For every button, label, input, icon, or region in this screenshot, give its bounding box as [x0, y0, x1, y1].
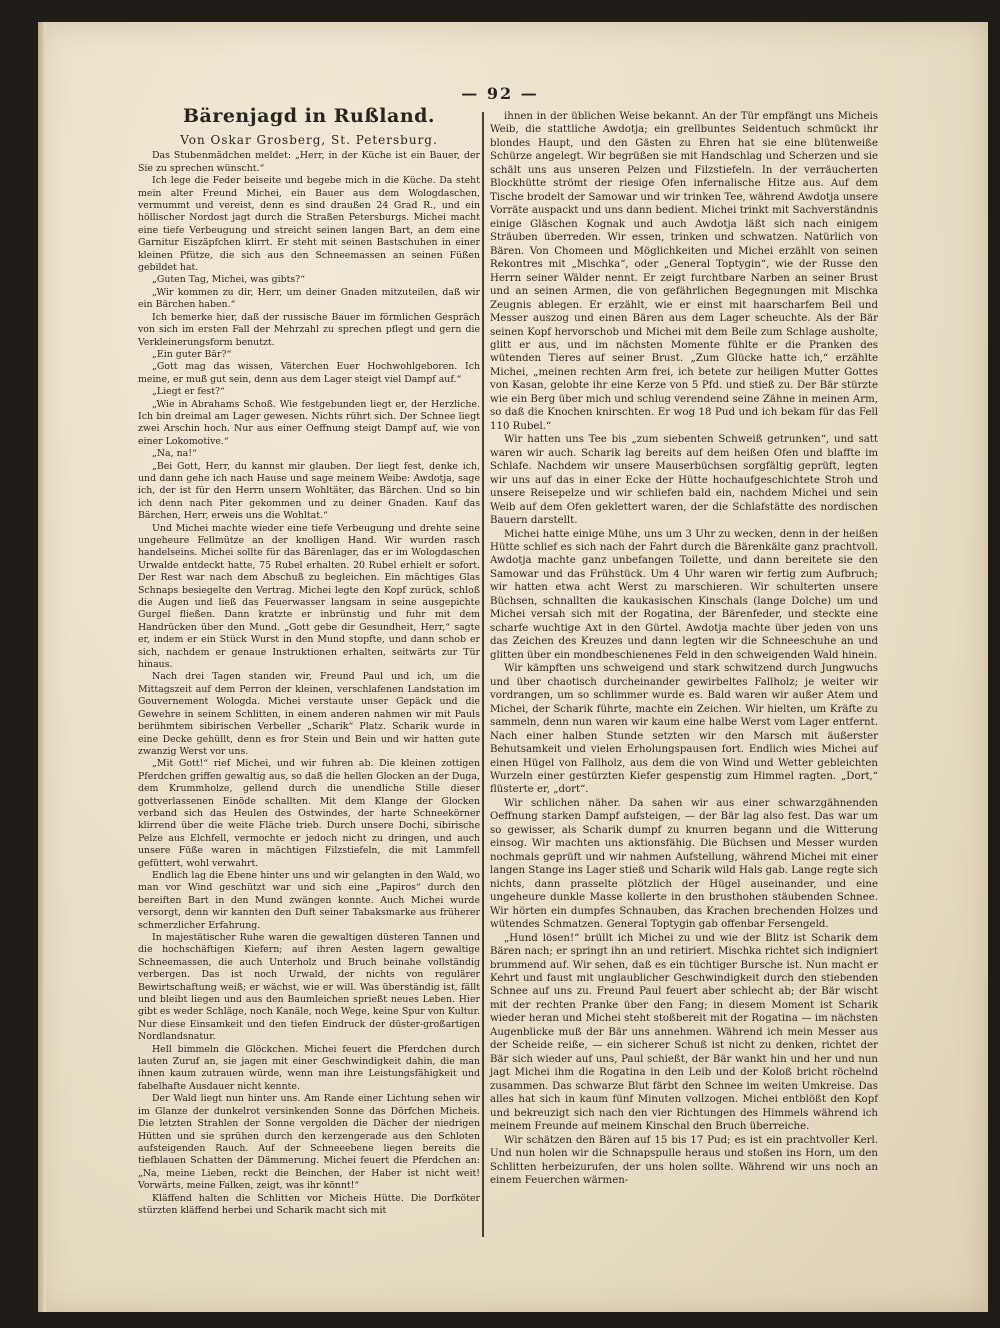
paragraph: Ich bemerke hier, daß der russische Bauer im förmlichen Gespräch von sich im ersten Fall der Mehrzahl zu sprechen pflegt und gern die Verkleinerungsform benutzt.: [138, 311, 480, 348]
page-binding-edge: [38, 22, 46, 1312]
right-column-text: [490, 110, 878, 1188]
paragraph: „Wir kommen zu dir, Herr, um deiner Gnaden mitzuteilen, daß wir ein Bärchen haben.“: [138, 286, 480, 311]
left-column-text: [138, 150, 480, 1217]
paragraph: „Liegt er fest?“: [152, 386, 225, 398]
paragraph: Das Stubenmädchen meldet: „Herr, in der Küche ist ein Bauer, der Sie zu sprechen wünscht.“: [138, 150, 480, 174]
paragraph: „Bei Gott, Herr, du kannst mir glauben. Der liegt fest, denke ich, und dann gehe ich nach Hause und sage meinem Weibe: Awdotja, sage ich, der ist für den Herrn unsern Wohltäter, das Bärchen. Und so bin ich denn nach Piter gekommen und zu deiner Gnaden. Kauf das Bärchen, Herr, erweis uns die Wohltat.“: [138, 460, 480, 522]
paragraph: Hell bimmeln die Glöckchen. Michei feuert die Pferdchen durch lauten Zuruf an, sie jagen mit einer Geschwindigkeit dahin, die man ihnen kaum zutrauen würde, wenn man ihre Leistungsfähigkeit und fabelhafte Ausdauer nicht kennte.: [138, 1043, 480, 1092]
article-title: Bärenjagd in Rußland.: [182, 105, 436, 127]
paragraph: „Na, na!“: [152, 448, 197, 460]
paragraph: Nach drei Tagen standen wir, Freund Paul und ich, um die Mittagszeit auf dem Perron der kleinen, verschlafenen Landstation im Gouvernement Wologda. Michei verstaute unser Gepäck und die Gewehre in seinem Schlitten, in einem anderen nahmen wir mit Pauls berühmtem sibirischen Verbeller „Scharik“ Platz. Scharik wurde in eine Decke gehüllt, denn es fror Stein und Bein und wir hatten gute zwanzig Werst vor uns.: [138, 671, 480, 757]
paragraph: Der Wald liegt nun hinter uns. Am Rande einer Lichtung sehen wir im Glanze der dunkelrot versinkenden Sonne das Dörfchen Micheis. Die letzten Strahlen der Sonne vergolden die Dächer der niedrigen Hütten und sie sprühen durch den kerzengerade aus den Schloten aufsteigenden Rauch. Auf der Schneeebene liegen bereits die tiefblauen Schatten der Dämmerung. Michei feuert die Pferdchen an: „Na, meine Lieben, reckt die Beinchen, der Haber ist nicht weit! Vorwärts, meine Falken, zeigt, was ihr könnt!“: [138, 1093, 480, 1192]
page-number: — 92 —: [461, 84, 539, 103]
paragraph: Endlich lag die Ebene hinter uns und wir gelangten in den Wald, wo man vor Wind geschützt war und sich eine „Papiros“ durch den bereiften Bart in den Mund zwängen konnte. Auch Michei wurde versorgt, denn wir kannten den Duft seiner Tabaksmarke aus früherer schmerzlicher Erfahrung.: [138, 869, 480, 931]
paragraph: Wir schlichen näher. Da sahen wir aus einer schwarzgähnenden Oeffnung starken Dampf aufsteigen, — der Bär lag also fest. Das war um so gewisser, als Scharik dumpf zu knurren begann und die Witterung einsog. Wir machten uns aktionsfähig. Die Büchsen und Messer wurden nochmals geprüft und wir nahmen Aufstellung, während Michei mit einer langen Stange ins Lager stieß und Scharik wild Hals gab. Lange regte sich nichts, dann prasselte plötzlich der Hügel auseinander, und eine ungeheure dunkle Masse kollerte in den brusthohen stäubenden Schnee. Wir hörten ein dumpfes Schnauben, das Krachen brechenden Holzes und wütendes Schmatzen. General Toptygin gab offenbar Fersengeld.: [490, 797, 878, 931]
paragraph: In majestätischer Ruhe waren die gewaltigen düsteren Tannen und die hochschäftigen Kiefern; auf ihren Aesten lagern gewaltige Schneemassen, die auch Unterholz und Bruch beinahe vollständig verbergen. Das ist noch Urwald, der nichts von regulärer Bewirtschaftung weiß; er wächst, wie er will. Was überständig ist, fällt und bleibt liegen und aus den Baumleichen sprießt neues Leben. Hier gibt es weder Schläge, noch Kanäle, noch Wege, keine Spur von Kultur. Nur diese Einsamkeit und den tiefen Eindruck der düster-großartigen Nordlandsnatur.: [138, 932, 480, 1043]
paragraph: „Mit Gott!“ rief Michei, und wir fuhren ab. Die kleinen zottigen Pferdchen griffen gewaltig aus, so daß die hellen Glocken an der Duga, dem Krummholze, gellend durch die unendliche Stille dieser gottverlassenen Einöde schallten. Mit dem Klange der Glocken verband sich das Heulen des Ostwindes, der harte Schneekörner klirrend über die weite Fläche trieb. Durch unsere Dochi, sibirische Pelze aus Elchfell, vermochte er jedoch nicht zu dringen, und auch unsere Füße waren in mächtigen Filzstiefeln, die mit Lammfell gefüttert, wohl verwahrt.: [138, 758, 480, 869]
article-byline: Von Oskar Grosberg, St. Petersburg.: [180, 133, 438, 147]
left-column: [138, 104, 480, 1217]
right-column: [490, 110, 878, 1188]
paragraph: Wir hatten uns Tee bis „zum siebenten Schweiß getrunken“, und satt waren wir auch. Scharik lag bereits auf dem heißen Ofen und blaffte im Schlafe. Nachdem wir unsere Mauserbüchsen sorgfältig geprüft, legten wir uns auf das in einer Ecke der Hütte hochaufgeschichtete Stroh und unsere Reisepelze und wir schliefen bald ein, nachdem Michei und sein Weib auf dem Ofen geklettert waren, der die Schlafstätte des nordischen Bauern darstellt.: [490, 434, 878, 527]
paragraph: Wir kämpften uns schweigend und stark schwitzend durch Jungwuchs und über chaotisch durcheinander gewirbeltes Fallholz; je weiter wir vordrangen, um so schlimmer wurde es. Bald waren wir außer Atem und Michei, der Scharik führte, machte ein Zeichen. Wir hielten, um Kräfte zu sammeln, denn nun waren wir kaum eine halbe Werst vom Lager entfernt. Nach einer halben Stunde setzten wir den Marsch mit äußerster Behutsamkeit und vielen Erholungspausen fort. Endlich wies Michei auf einen Hügel von Fallholz, aus dem die von Wind und Wetter gebleichten Wurzeln einer gestürzten Kiefer gespenstig zum Himmel ragten. „Dort,“ flüsterte er, „dort“.: [490, 663, 878, 796]
paragraph: Und Michei machte wieder eine tiefe Verbeugung und drehte seine ungeheure Fellmütze an der knolligen Hand. Wir wurden rasch handelseins. Michei sollte für das Bärenlager, das er im Wologdaschen Urwalde entdeckt hatte, 75 Rubel erhalten. 20 Rubel erhielt er sofort. Der Rest war nach dem Abschuß zu begleichen. Ein mächtiges Glas Schnaps besiegelte den Vertrag. Michei legte den Kopf zurück, schloß die Augen und ließ das Feuerwasser langsam in seine ausgepichte Gurgel fließen. Dann kratzte er inbrünstig und fuhr mit dem Handrücken über den Mund. „Gott gebe dir Gesundheit, Herr,“ sagte er, indem er ein Stück Wurst in den Mund stopfte, und dann schob er sich, nachdem er genaue Instruktionen erhalten, seitwärts zur Tür hinaus.: [138, 522, 480, 671]
paragraph: Ich lege die Feder beiseite und begebe mich in die Küche. Da steht mein alter Freund Michei, ein Bauer aus dem Wologdaschen, vermummt und vereist, denn es sind draußen 24 Grad R., und ein höllischer Nordost jagt durch die Straßen Petersburgs. Michei macht eine tiefe Verbeugung und streicht seinen langen Bart, an dem eine Garnitur Eiszäpfchen klirrt. Er steht mit seinen Bastschuhen in einer kleinen Pfütze, die sich aus den Schneemassen an seinen Füßen gebildet hat.: [138, 175, 480, 274]
paragraph: Michei hatte einige Mühe, uns um 3 Uhr zu wecken, denn in der heißen Hütte schlief es sich nach der Fahrt durch die Bärenkälte ganz prachtvoll. Awdotja machte ganz unbefangen Toilette, und dann bereitete sie den Samowar und das Frühstück. Um 4 Uhr waren wir fertig zum Aufbruch; wir hatten etwa acht Werst zu marschieren. Wir schulterten unsere Büchsen, schnallten die kaukasischen Kinschals (lange Dolche) um und Michei versah sich mit der Rogatina, der Bärenfeder, und steckte eine scharfe wuchtige Axt in den Gürtel. Awdotja machte über jeden von uns das Zeichen des Kreuzes und dann legten wir die Schneeschuhe an und glitten über ein mondbeschienenes Feld in den schweigenden Wald hinein.: [490, 528, 878, 661]
paragraph: Kläffend halten die Schlitten vor Micheis Hütte. Die Dorfköter stürzten kläffend herbei und Scharik macht sich mit: [138, 1192, 480, 1216]
paragraph: „Hund lösen!“ brüllt ich Michei zu und wie der Blitz ist Scharik dem Bären nach; er springt ihn an und retiriert. Mischka richtet sich indigniert brummend auf. Wir sehen, daß es ein tüchtiger Bursche ist. Nun macht er Kehrt und faust mit unglaublicher Geschwindigkeit durch den stiebenden Schnee auf uns zu. Freund Paul feuert aber schlecht ab; der Bär wischt mit der rechten Pranke über den Fang; in diesem Moment ist Scharik wieder heran und Michei steht stoßbereit mit der Rogatina — im nächsten Augenblicke muß der Bär uns annehmen. Während ich mein Messer aus der Scheide reiße, — ein sicherer Schuß ist nicht zu denken, richtet der Bär sich wieder auf uns, Paul schießt, der Bär wankt hin und her und nun jagt Michei ihm die Rogatina in den Leib und der Koloß bricht röchelnd zusammen. Das schwarze Blut färbt den Schnee im weiten Umkreise. Das alles hat sich in kaum fünf Minuten vollzogen. Michei entblößt den Kopf und bekreuzigt sich nach den vier Richtungen des Himmels während ich meinem Freunde auf meinem Kinschal den Bruch überreiche.: [490, 932, 878, 1133]
paragraph: ihnen in der üblichen Weise bekannt. An der Tür empfängt uns Micheis Weib, die stattliche Awdotja; ein grellbuntes Seidentuch schmückt ihr blondes Haupt, und den Gästen zu Ehren hat sie eine blütenweiße Schürze angelegt. Wir begrüßen sie mit Handschlag und Scherzen und sie schält uns aus unseren Pelzen und Filzstiefeln. In der verräucherten Blockhütte strömt der riesige Ofen infernalische Hitze aus. Auf dem Tische brodelt der Samowar und wir trinken Tee, während Awdotja unsere Vorräte auspackt und uns dann bedient. Michei trinkt mit Sachverständnis einige Gläschen Kognak und auch Awdotja läßt sich nach einigem Sträuben überreden. Wir essen, trinken und schwatzen. Natürlich von Bären. Von Chomeen und Möglichkeiten und Michei erzählt von seinen Rekontres mit „Mischka“, oder „General Toptygin“, wie der Russe den Herrn seiner Wälder nennt. Er zeigt furchtbare Narben an seiner Brust und an seinen Armen, die von gefährlichen Begegnungen mit Mischka Zeugnis ablegen. Er erzählt, wie er einst mit haarscharfem Beil und Messer auszog und einen Bären aus dem Lager scheuchte. Als der Bär seinen Kopf hervorschob und Michei mit dem Beile zum Schlage ausholte, glitt er aus, und im nächsten Momente fühlte er die Pranken des wütenden Tieres auf seiner Brust. „Zum Glücke hatte ich,“ erzählte Michei, „meinen rechten Arm frei, ich betete zur heiligen Mutter Gottes von Kasan, gelobte ihr eine Kerze von 5 Pfd. und stieß zu. Der Bär stürzte wie ein Berg über mich und schlug verendend seine Zähne in meinen Arm, so daß die Knochen knirschten. Er wog 18 Pud und ich bekam für das Fell 110 Rubel.“: [490, 111, 878, 432]
paragraph: Wir schätzen den Bären auf 15 bis 17 Pud; es ist ein prachtvoller Kerl. Und nun holen wir die Schnapspulle heraus und stoßen ins Horn, um den Schlitten herbeizurufen, der uns holen sollte. Während wir uns noch an einem Feuerchen wärmen-: [490, 1134, 878, 1187]
paragraph: „Wie in Abrahams Schoß. Wie festgebunden liegt er, der Herzliche. Ich bin dreimal am Lager gewesen. Nichts rührt sich. Der Schnee liegt zwei Arschin hoch. Nur aus einer Oeffnung steigt Dampf auf, wie von einer Lokomotive.“: [138, 398, 480, 447]
paragraph: „Guten Tag, Michei, was gibts?“: [152, 274, 305, 286]
paragraph: „Gott mag das wissen, Väterchen Euer Hochwohlgeboren. Ich meine, er muß gut sein, denn aus dem Lager steigt viel Dampf auf.“: [138, 361, 480, 385]
column-divider: [482, 112, 484, 1237]
paragraph: „Ein guter Bär?“: [152, 348, 232, 360]
